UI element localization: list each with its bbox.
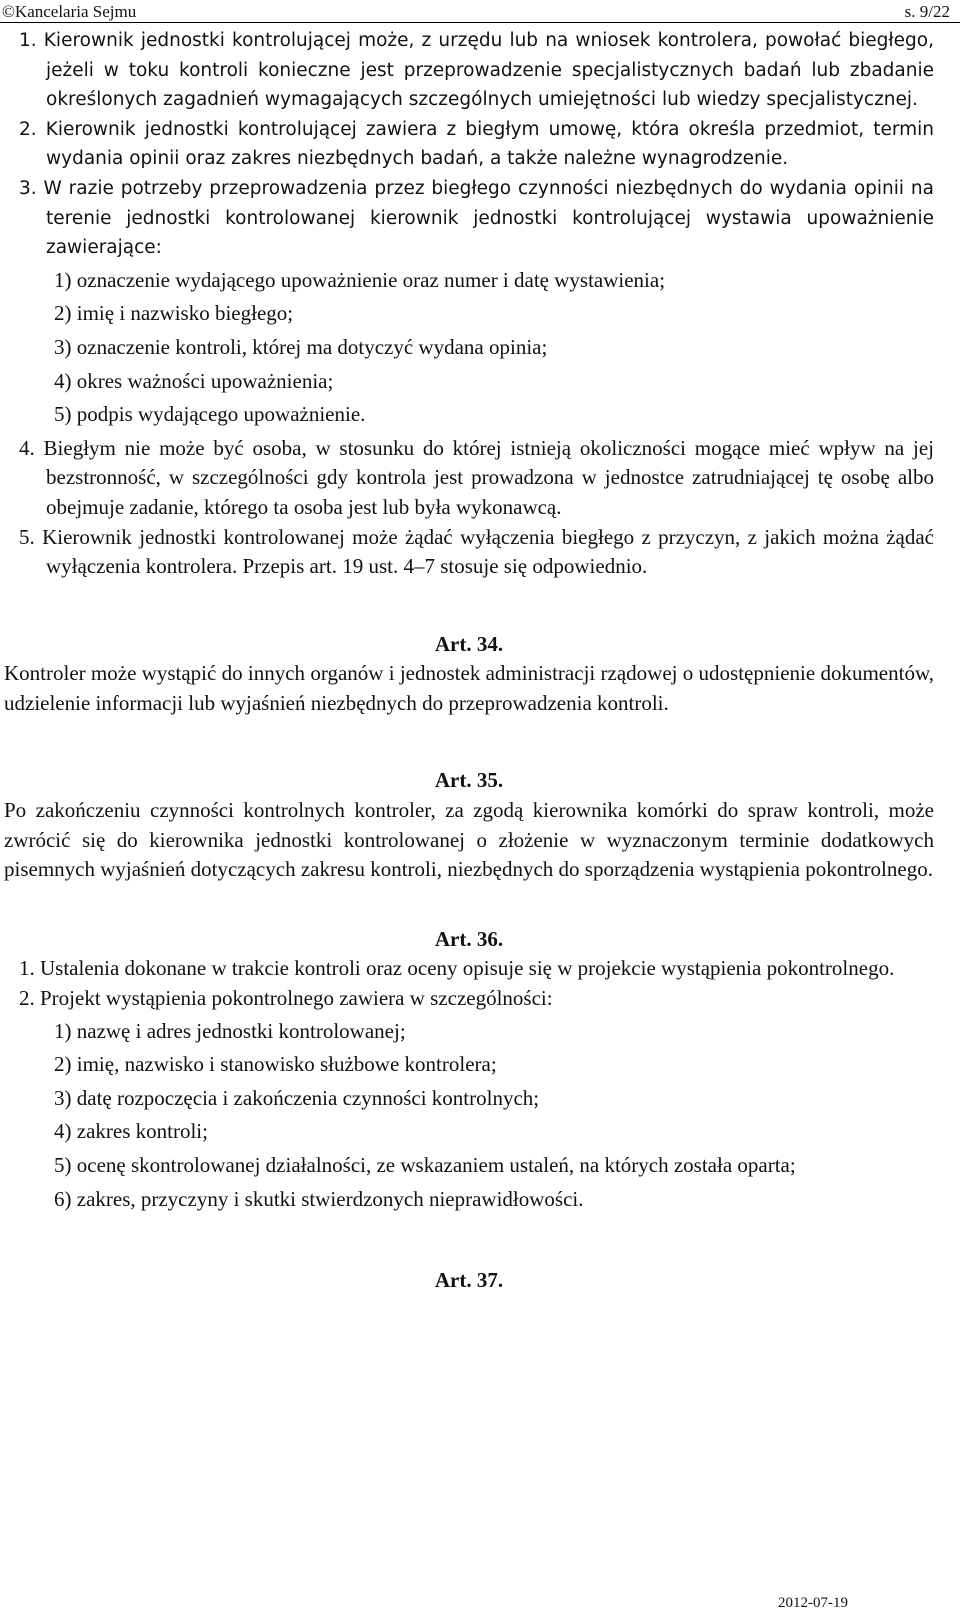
footer-date: 2012-07-19 xyxy=(778,1595,848,1611)
art35-text: Po zakończeniu czynności kontrolnych kontroler, za zgodą kierownika komórki do spraw kontroli, może zwrócić się do kierownika jednostki kontrolowanej o złożenie w wyznaczonym terminie dodatkowych pisemnych wyjaśnień dotyczących zakresu kontroli, niezbędnych do sporządzenia wystąpienia pokontrolnego. xyxy=(4,798,934,882)
art34-text: Kontroler może wystąpić do innych organów i jednostek administracji rządowej o udostępnienie dokumentów, udzielenie informacji lub wyjaśnień niezbędnych do przeprowadzenia kontroli. xyxy=(4,661,934,715)
art34-heading: Art. 34. xyxy=(434,631,504,656)
header-page-number: s. 9/22 xyxy=(904,2,950,21)
art33-para-2: 2. Kierownik jednostki kontrolującej zawiera z biegłym umowę, która określa przedmiot, termin wydania opinii oraz zakres niezbędnych badań, a także należne wynagrodzenie. xyxy=(19,118,934,170)
art36-heading: Art. 36. xyxy=(434,926,504,951)
list-item: 3) oznaczenie kontroli, której ma dotyczyć wydana opinia; xyxy=(54,334,548,359)
art33-para-3: 3. W razie potrzeby przeprowadzenia przez biegłego czynności niezbędnych do wydania opinii na terenie jednostki kontrolowanej kierownik jednostki kontrolującej wystawia upoważnienie zawierające: xyxy=(19,177,934,259)
art36-para-2-list xyxy=(4,1017,934,1215)
list-item: 1) nazwę i adres jednostki kontrolowanej; xyxy=(54,1018,406,1043)
art33-para-5: 5. Kierownik jednostki kontrolowanej może żądać wyłączenia biegłego z przyczyn, z jakich można żądać wyłączenia kontrolera. Przepis art. 19 ust. 4–7 stosuje się odpowiednio. xyxy=(19,524,934,579)
list-item: 1) oznaczenie wydającego upoważnienie oraz numer i datę wystawienia; xyxy=(54,267,666,292)
list-item: 2) imię i nazwisko biegłego; xyxy=(54,301,294,326)
art33-para-4: 4. Biegłym nie może być osoba, w stosunku do której istnieją okoliczności mogące mieć wpływ na jej bezstronność, w szczególności gdy kontrola jest prowadzona w jednostce zatrudniającej tę osobę albo obejmuje zadanie, którego ta osoba jest lub była wykonawcą. xyxy=(19,435,934,519)
list-item: 4) okres ważności upoważnienia; xyxy=(54,368,334,393)
header-divider xyxy=(0,22,960,23)
art37-heading: Art. 37. xyxy=(434,1268,504,1293)
art33-para-1: 1. Kierownik jednostki kontrolującej może, z urzędu lub na wniosek kontrolera, powołać biegłego, jeżeli w toku kontroli konieczne jest przeprowadzenie specjalistycznych badań lub zbadanie określonych zagadnień wymagających szczególnych umiejętności lub wiedzy specjalistycznej. xyxy=(19,30,934,111)
list-item: 6) zakres, przyczyny i skutki stwierdzonych nieprawidłowości. xyxy=(54,1186,584,1211)
document-body xyxy=(4,26,934,1296)
list-item: 5) ocenę skontrolowanej działalności, ze wskazaniem ustaleń, na których została oparta; xyxy=(54,1153,796,1177)
art33-para-3-list xyxy=(4,266,934,430)
art36-para-2: 2. Projekt wystąpienia pokontrolnego zawiera w szczególności: xyxy=(19,986,553,1011)
list-item: 4) zakres kontroli; xyxy=(54,1119,208,1144)
art35-heading: Art. 35. xyxy=(434,768,504,793)
list-item: 5) podpis wydającego upoważnienie. xyxy=(54,402,366,427)
list-item: 2) imię, nazwisko i stanowisko służbowe kontrolera; xyxy=(54,1052,497,1077)
art36-para-1: 1. Ustalenia dokonane w trakcie kontroli oraz oceny opisuje się w projekcie wystąpienia pokontrolnego. xyxy=(19,956,895,981)
list-item: 3) datę rozpoczęcia i zakończenia czynności kontrolnych; xyxy=(54,1085,540,1110)
header-copyright: ©Kancelaria Sejmu xyxy=(2,2,137,21)
